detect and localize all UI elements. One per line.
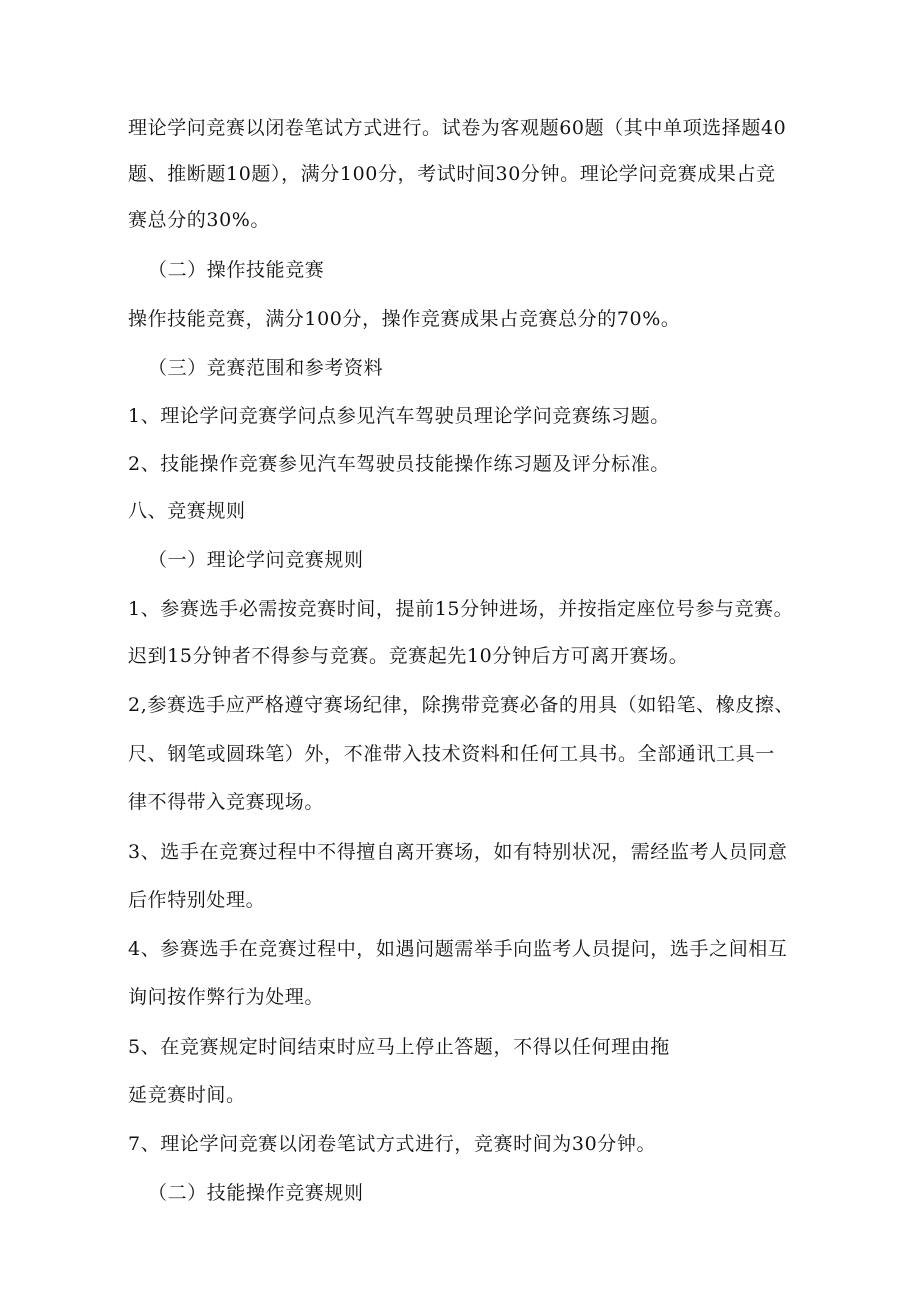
list-item-scope-1: 1、理论学问竞赛学问点参见汽车驾驶员理论学问竞赛练习题。 [128,405,670,427]
rule-3-line-2: 后作特别处理。 [128,889,266,911]
heading-skill-operation-rules: （二）技能操作竞赛规则 [148,1182,364,1204]
list-item-scope-2: 2、技能操作竞赛参见汽车驾驶员技能操作练习题及评分标准。 [128,453,670,475]
paragraph-theory-exam-format-line-3: 赛总分的30%。 [128,209,271,231]
heading-scope-references: （三）竞赛范围和参考资料 [148,357,384,379]
rule-1-line-1: 1、参赛选手必需按竞赛时间，提前15分钟进场，并按指定座位号参与竞赛。 [128,598,794,620]
rule-5-line-2: 延竞赛时间。 [128,1084,246,1106]
heading-operation-skills: （二）操作技能竞赛 [148,259,325,281]
rule-7: 7、理论学问竞赛以闭卷笔试方式进行，竞赛时间为30分钟。 [128,1133,657,1155]
rule-3-line-1: 3、选手在竞赛过程中不得擅自离开赛场，如有特别状况，需经监考人员同意 [128,841,788,863]
rule-2-line-2: 尺、钢笔或圆珠笔）外，不准带入技术资料和任何工具书。全部通讯工具一 [128,743,775,765]
rule-5-line-1: 5、在竞赛规定时间结束时应马上停止答题，不得以任何理由拖 [128,1036,670,1058]
rule-4-line-2: 询问按作弊行为处理。 [128,986,325,1008]
section-heading-rules: 八、竞赛规则 [128,500,246,522]
rule-4-line-1: 4、参赛选手在竞赛过程中，如遇问题需举手向监考人员提问，选手之间相互 [128,938,788,960]
rule-1-line-2: 迟到15分钟者不得参与竞赛。竞赛起先10分钟后方可离开赛场。 [128,645,689,667]
paragraph-operation-skills: 操作技能竞赛，满分100分，操作竞赛成果占竞赛总分的70%。 [128,308,681,330]
paragraph-theory-exam-format-line-2: 题、推断题10题），满分100分，考试时间30分钟。理论学问竞赛成果占竞 [128,163,776,185]
rule-2-line-3: 律不得带入竞赛现场。 [128,791,325,813]
paragraph-theory-exam-format-line-1: 理论学问竞赛以闭卷笔试方式进行。试卷为客观题60题（其中单项选择题40 [128,117,787,139]
heading-theory-rules: （一）理论学问竞赛规则 [148,549,364,571]
rule-2-line-1: 2,参赛选手应严格遵守赛场纪律，除携带竞赛必备的用具（如铅笔、橡皮擦、 [128,694,795,716]
